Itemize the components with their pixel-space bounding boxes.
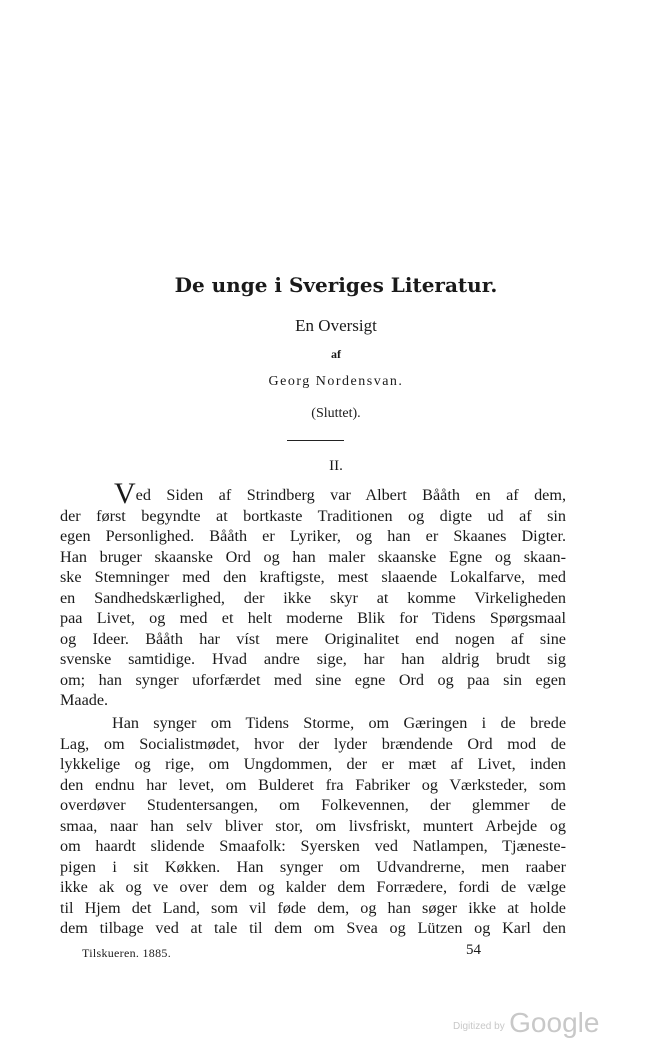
watermark-prefix: Digitized by: [453, 1021, 505, 1032]
paragraph-line: paa Livet, og med et helt moderne Blik for Tidens Spørgsmaal: [60, 609, 566, 627]
paragraph-line: pigen i sit Køkken. Han synger om Udvandrerne, men raaber: [60, 857, 566, 876]
paragraph-line: ske Stemninger med den kraftigste, mest slaaende Lokalfarve, med: [60, 568, 566, 586]
paragraph-1: [60, 477, 566, 711]
paragraph-line: en Sandhedskærlighed, der ikke skyr at komme Virkeligheden: [60, 588, 566, 607]
digitized-watermark: [453, 1007, 599, 1039]
paragraph-line: om; han synger uforfærdet med sine egne Ord og paa sin egen: [60, 670, 566, 689]
paragraph-line: Han synger om Tidens Storme, om Gæringen i de brede: [112, 714, 566, 732]
paragraph-line: smaa, naar han selv bliver stor, om livsfriskt, muntert Arbejde og: [60, 816, 566, 835]
paragraph-line: og Ideer. Bååth har víst mere Originalitet end nogen af sine: [60, 629, 566, 648]
paragraph-line: Lag, om Socialistmødet, hvor der lyder brændende Ord mod de: [60, 734, 566, 753]
paragraph-line: Maade.: [60, 691, 109, 709]
paragraph-line: Han bruger skaanske Ord og han maler skaanske Egne og skaan-: [60, 547, 566, 566]
drop-cap: V: [114, 477, 136, 510]
section-number: II.: [329, 458, 343, 474]
google-logo: Google: [509, 1007, 600, 1038]
paragraph-line: egen Personlighed. Bååth er Lyriker, og han er Skaanes Digter.: [60, 527, 566, 545]
article-title: De unge i Sveriges Literatur.: [174, 273, 498, 297]
paragraph-line: lykkelige og rige, om Ungdommen, der er mæt af Livet, inden: [60, 755, 566, 773]
paragraph-line: Ved Siden af Strindberg var Albert Bååth en af dem,: [60, 484, 566, 506]
paragraph-line: dem tilbage ved at tale til dem om Svea og Lützen og Karl den: [60, 919, 566, 937]
byline-af: af: [331, 347, 341, 361]
paragraph-line: der først begyndte at bortkaste Traditionen og digte ud af sin: [60, 506, 566, 525]
paragraph-line: svenske samtidige. Hvad andre sige, har han aldrig brudt sig: [60, 650, 566, 668]
paragraph-line: til Hjem det Land, som vil føde dem, og han søger ikke at holde: [60, 898, 566, 917]
paragraph-line: ikke ak og ve over dem og kalder dem Forrædere, fordi de vælge: [60, 878, 566, 896]
status-note: (Sluttet).: [311, 406, 361, 421]
paragraph-2: [60, 713, 566, 939]
title-divider: [287, 440, 344, 441]
page-number: 54: [466, 942, 481, 958]
paragraph-line: den endnu har levet, om Bulderet fra Fabriker og Værksteder, som: [60, 775, 566, 794]
footer-source: Tilskueren. 1885.: [82, 946, 171, 960]
paragraph-line: om haardt slidende Smaafolk: Syersken ved Natlampen, Tjæneste-: [60, 837, 566, 855]
paragraph-line: overdøver Studentersangen, om Folkevennen, der glemmer de: [60, 796, 566, 814]
author-name: Georg Nordensvan.: [268, 374, 404, 389]
article-subtitle: En Oversigt: [295, 316, 377, 335]
